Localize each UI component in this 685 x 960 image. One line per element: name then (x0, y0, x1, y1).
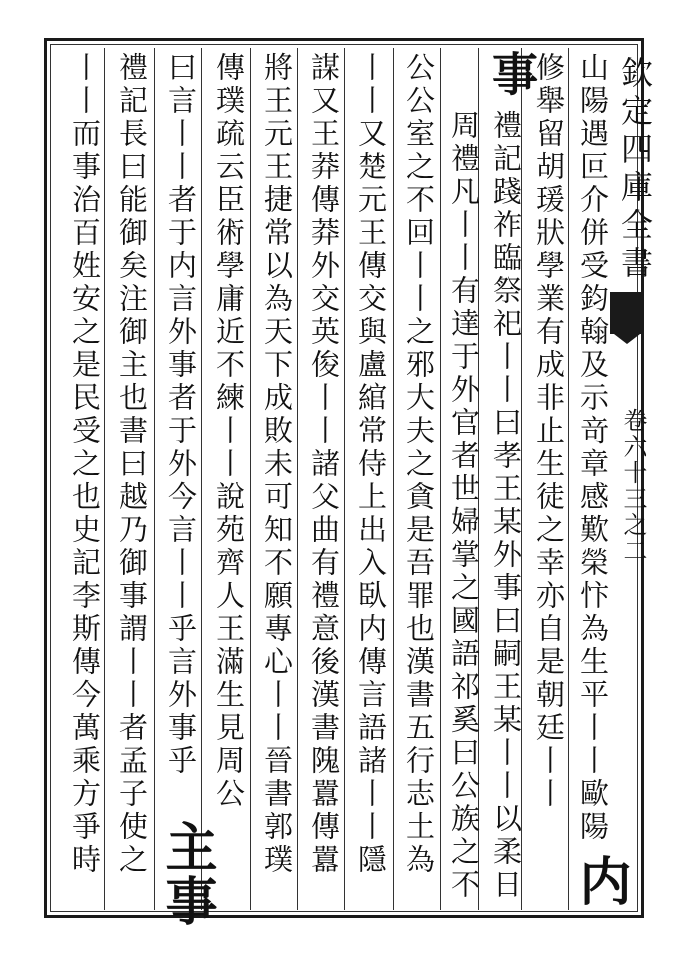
column-rule (250, 48, 251, 910)
text-column-5: 公公室之不回丨丨之邪大夫之貪是吾罪也漢書五行志土為 (402, 52, 436, 877)
column-rule (393, 48, 394, 910)
text-column-1: 山陽遇叵介併受鈞翰及示竒章感歎榮忭為生平丨丨歐陽 (576, 52, 610, 844)
text-column-11: 禮記長曰能御矣注御主也書曰越乃御事謂丨丨者孟子使之 (115, 52, 149, 877)
text-column-2: 修舉留胡瑗狀學業有成非止生徒之幸亦自是朝廷丨丨 (532, 52, 566, 811)
heading-zhu-shi: 主事 (156, 820, 217, 928)
text-column-4: 周禮凡丨丨有達于外官者世婦掌之國語祁奚曰公族之不 (447, 110, 481, 902)
column-rule (297, 48, 298, 910)
column-rule (440, 48, 441, 910)
text-column-7: 謀又王莽傳莽外交英俊丨丨諸父曲有禮意後漢書隗囂傳囂 (307, 52, 341, 877)
column-rule (344, 48, 345, 910)
text-column-3: 禮記踐祚臨祭祀丨丨曰孝王某外事曰嗣王某丨丨以柔日 (489, 110, 523, 902)
column-rule (568, 48, 569, 910)
text-column-8: 將王元王捷常以為天下成敗未可知不願專心丨丨晉書郭璞 (260, 52, 294, 877)
heading-nei: 内 (570, 854, 631, 908)
column-rule (201, 48, 202, 910)
margin-volume: 卷六十三之二 (619, 408, 647, 564)
text-column-6: 丨丨又楚元王傳交與盧綰常侍上出入臥内傳言語諸丨丨隱 (354, 52, 388, 877)
column-rule (104, 48, 105, 910)
text-column-10: 曰言丨丨者于内言外事者于外今言丨丨乎言外事乎 (164, 52, 198, 778)
margin-book-title: 欽定四庫全書 (616, 56, 654, 284)
column-rule (154, 48, 155, 910)
heading-shi: 事 (485, 50, 539, 98)
text-column-12: 丨丨而事治百姓安之是民受之也史記李斯傳今萬乘方爭時 (68, 52, 102, 877)
fish-tail-mark (610, 292, 644, 334)
text-column-9: 傳璞疏云臣術學庸近不練丨丨說苑齊人王滿生見周公 (212, 52, 246, 811)
